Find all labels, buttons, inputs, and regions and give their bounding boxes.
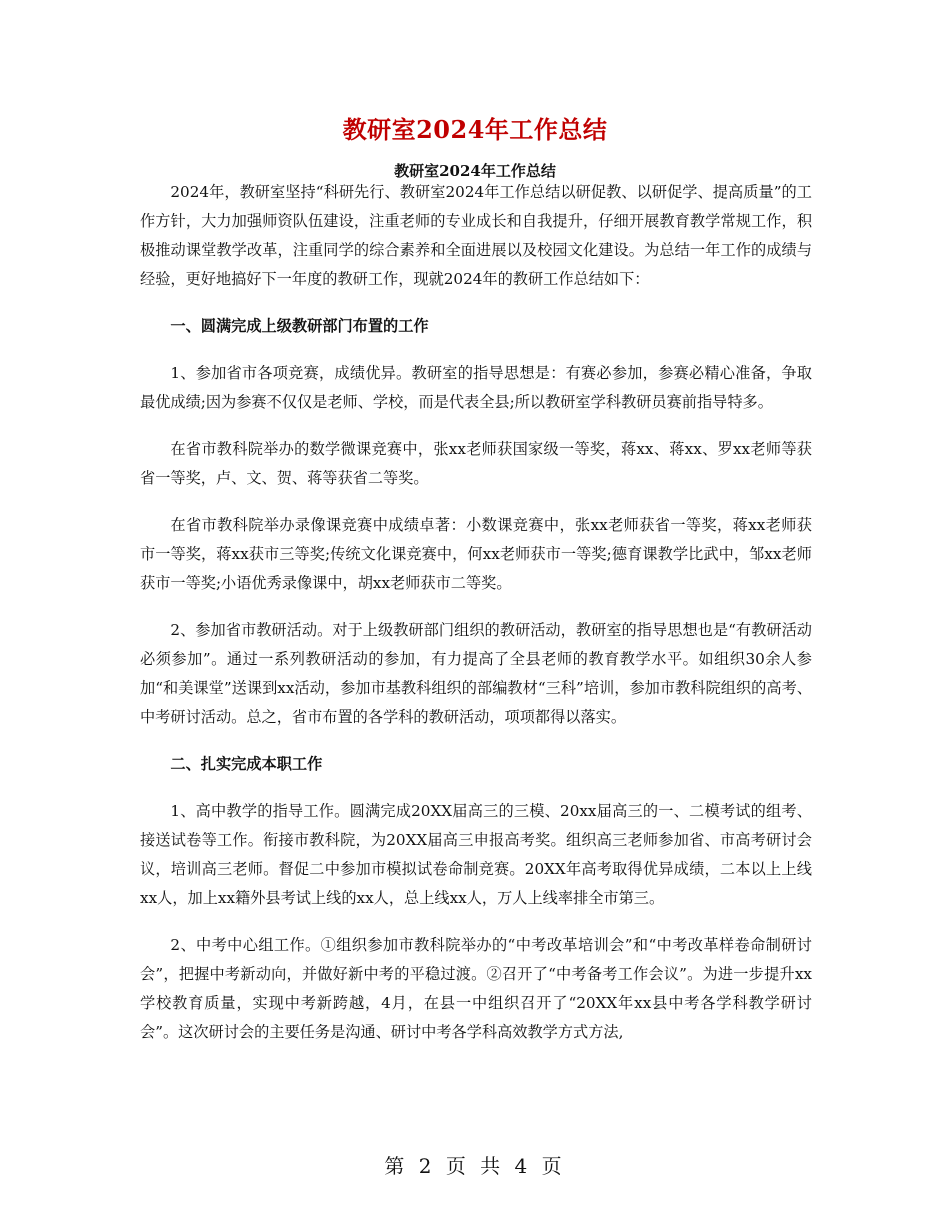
document-subtitle: 教研室2024年工作总结: [394, 162, 556, 180]
page-number-footer: 第 2 页 共 4 页: [384, 1154, 566, 1178]
paragraph: 在省市教科院举办录像课竞赛中成绩卓著：小数课竞赛中，张xx老师获省一等奖，蒋xx老师获市一等奖，蒋xx获市三等奖;传统文化课竞赛中，何xx老师获市一等奖;德育课教学比武中，邹xx老师获市一等奖;小语优秀录像课中，胡xx老师获市二等奖。: [140, 516, 812, 592]
section-heading-1: 一、圆满完成上级教研部门布置的工作: [170, 317, 429, 335]
paragraph: 1、高中教学的指导工作。圆满完成20XX届高三的三模、20xx届高三的一、二模考试的组考、接送试卷等工作。衔接市教科院，为20XX届高三申报高考奖。组织高三老师参加省、市高考研讨会议，培训高三老师。督促二中参加市模拟试卷命制竞赛。20XX年高考取得优异成绩，二本以上上线xx人，加上xx籍外县考试上线的xx人，总上线xx人，万人上线率排全市第三。: [140, 802, 812, 907]
document-title: 教研室2024年工作总结: [342, 115, 608, 144]
paragraph: 1、参加省市各项竞赛，成绩优异。教研室的指导思想是：有赛必参加，参赛必精心准备，争取最优成绩;因为参赛不仅仅是老师、学校，而是代表全县;所以教研室学科教研员赛前指导特多。: [140, 364, 812, 411]
section-heading-2: 二、扎实完成本职工作: [170, 755, 323, 773]
paragraph: 2、中考中心组工作。①组织参加市教科院举办的“中考改革培训会”和“中考改革样卷命制研讨会”，把握中考新动向，并做好新中考的平稳过渡。②召开了“中考备考工作会议”。为进一步提升xx学校教育质量，实现中考新跨越，4月，在县一中组织召开了“20XX年xx县中考各学科教学研讨会”。这次研讨会的主要任务是沟通、研讨中考各学科高效教学方式方法,: [140, 936, 812, 1041]
paragraph: 在省市教科院举办的数学微课竞赛中，张xx老师获国家级一等奖，蒋xx、蒋xx、罗xx老师等获省一等奖，卢、文、贺、蒋等获省二等奖。: [140, 440, 812, 487]
paragraph: 2、参加省市教研活动。对于上级教研部门组织的教研活动，教研室的指导思想也是“有教研活动必须参加”。通过一系列教研活动的参加，有力提高了全县老师的教育教学水平。如组织30余人参加“和美课堂”送课到xx活动，参加市基教科组织的部编教材“三科”培训，参加市教科院组织的高考、中考研讨活动。总之，省市布置的各学科的教研活动，项项都得以落实。: [140, 621, 812, 726]
intro-paragraph: 2024年，教研室坚持“科研先行、教研室2024年工作总结以研促教、以研促学、提高质量”的工作方针，大力加强师资队伍建设，注重老师的专业成长和自我提升，仔细开展教育教学常规工作，积极推动课堂教学改革，注重同学的综合素养和全面进展以及校园文化建设。为总结一年工作的成绩与经验，更好地搞好下一年度的教研工作，现就2024年的教研工作总结如下：: [140, 183, 812, 288]
document-body: [140, 178, 812, 1065]
